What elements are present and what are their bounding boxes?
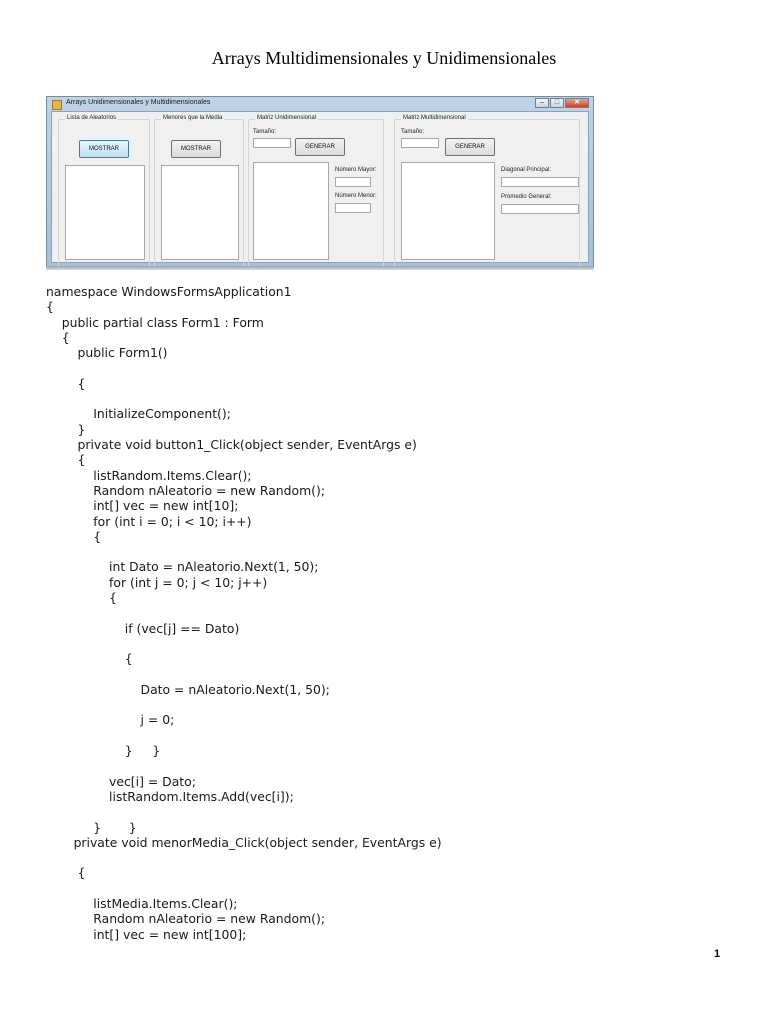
group-one-dim-matrix (248, 115, 384, 269)
show-random-button[interactable]: MOSTRAR (79, 140, 129, 158)
code-line: j = 0; (46, 712, 175, 728)
generate-multi-dim-button[interactable]: GENERAR (445, 138, 495, 156)
code-line: private void menorMedia_Click(object sender, EventArgs e) (46, 834, 442, 850)
generate-one-dim-button[interactable]: GENERAR (295, 138, 345, 156)
group-label-below-mean: Menores que la Media (163, 115, 223, 121)
general-average-field[interactable] (501, 204, 579, 214)
group-multi-dim-matrix (394, 115, 580, 269)
code-line: { (46, 452, 86, 468)
app-window (46, 96, 594, 268)
code-line: int[] vec = new int[10]; (46, 498, 239, 514)
window-titlebar (47, 97, 593, 111)
code-line: public Form1() (46, 345, 168, 361)
group-label-one-dim-matrix: Matriz Unidimensional (257, 115, 317, 121)
code-line: private void button1_Click(object sender, EventArgs e) (46, 437, 417, 452)
page-number: 1 (714, 948, 721, 960)
document-title: Arrays Multidimensionales y Unidimensionales (211, 48, 557, 68)
maximize-button[interactable]: □ (550, 98, 564, 108)
code-line: { (46, 590, 117, 605)
main-diagonal-label: Diagonal Principal: (501, 167, 552, 173)
code-line: int Dato = nAleatorio.Next(1, 50); (46, 559, 319, 575)
code-line: public partial class Form1 : Form (46, 314, 264, 330)
code-line: int[] vec = new int[100]; (46, 926, 247, 942)
size-label-one-dim: Tamaño: (253, 129, 277, 135)
group-label-random-list: Lista de Aleatorios (67, 115, 117, 121)
general-average-label: Promedio General: (501, 194, 552, 200)
max-number-label: Número Mayor: (335, 167, 377, 173)
size-label-multi-dim: Tamaño: (401, 129, 425, 135)
code-line: { (46, 299, 54, 315)
one-dim-listbox[interactable] (253, 162, 329, 260)
code-line: listRandom.Items.Add(vec[i]); (46, 788, 294, 804)
form-client-area (51, 111, 589, 263)
code-line: } } (46, 819, 137, 835)
max-number-field[interactable] (335, 177, 371, 187)
show-below-mean-button[interactable]: MOSTRAR (171, 140, 221, 158)
group-label-multi-dim-matrix: Matriz Multidimensional (403, 115, 466, 121)
group-below-mean (154, 115, 244, 269)
min-number-field[interactable] (335, 203, 371, 213)
below-mean-listbox[interactable] (161, 165, 239, 260)
code-line: for (int i = 0; i < 10; i++) (46, 513, 252, 529)
code-line: for (int j = 0; j < 10; j++) (46, 574, 268, 590)
app-icon (52, 100, 62, 110)
multi-dim-listbox[interactable] (401, 162, 495, 260)
code-line: Random nAleatorio = new Random(); (46, 482, 325, 498)
main-diagonal-field[interactable] (501, 177, 579, 187)
code-line: } (46, 421, 86, 437)
code-line: { (46, 329, 70, 345)
code-line: { (46, 528, 102, 544)
code-line: } } (46, 743, 161, 758)
min-number-label: Número Menor: (335, 193, 377, 199)
group-random-list (58, 115, 150, 269)
size-input-multi-dim[interactable] (401, 138, 439, 148)
close-button[interactable]: ✕ (565, 98, 589, 108)
window-title: Arrays Unidimensionales y Multidimensionales (66, 99, 211, 106)
minimize-button[interactable]: – (535, 98, 549, 108)
code-line: Dato = nAleatorio.Next(1, 50); (46, 681, 330, 697)
code-line: { (46, 865, 86, 881)
code-line: InitializeComponent(); (46, 406, 231, 422)
code-line: listMedia.Items.Clear(); (46, 896, 238, 911)
size-input-one-dim[interactable] (253, 138, 291, 148)
code-line: { (46, 375, 86, 391)
window-controls (534, 98, 589, 109)
code-line: namespace WindowsFormsApplication1 (46, 284, 292, 299)
random-listbox[interactable] (65, 165, 145, 260)
window-shadow (46, 266, 594, 270)
code-line: vec[i] = Dato; (46, 773, 196, 789)
code-line: { (46, 651, 133, 667)
code-line: Random nAleatorio = new Random(); (46, 911, 325, 927)
code-line: if (vec[j] == Dato) (46, 620, 240, 636)
code-line: listRandom.Items.Clear(); (46, 467, 252, 483)
